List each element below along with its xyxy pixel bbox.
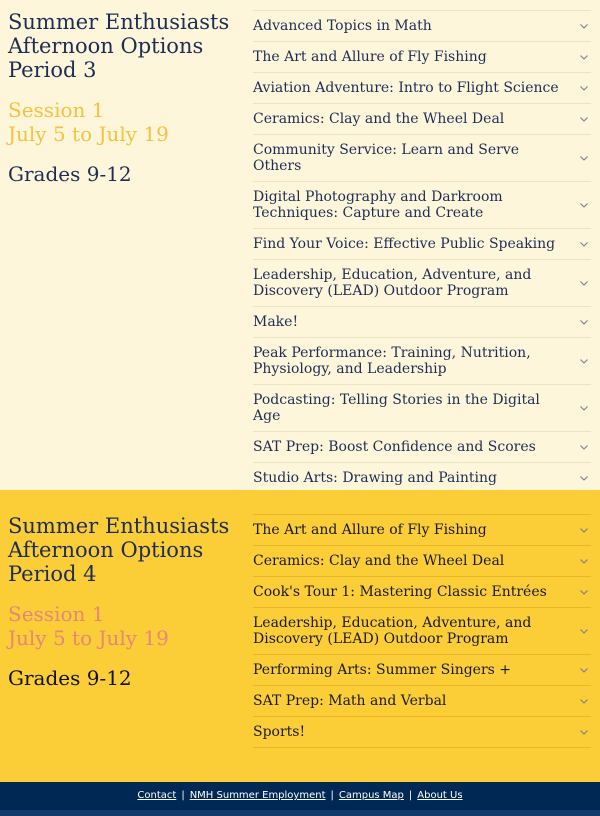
site-footer xyxy=(0,782,600,816)
course-title: The Art and Allure of Fly Fishing xyxy=(253,522,487,538)
period-3-course-list xyxy=(253,10,591,494)
course-title: Aviation Adventure: Intro to Flight Science xyxy=(253,80,559,96)
period-3-title xyxy=(8,10,238,82)
chevron-down-icon[interactable] xyxy=(579,626,589,636)
course-accordion-item[interactable] xyxy=(253,577,591,608)
course-title: Studio Arts: Drawing and Painting xyxy=(253,470,497,486)
course-accordion-item[interactable] xyxy=(253,385,591,432)
chevron-down-icon[interactable] xyxy=(579,278,589,288)
about-us-link[interactable]: About Us xyxy=(417,790,463,801)
footer-separator: | xyxy=(330,790,334,801)
course-title: Find Your Voice: Effective Public Speaking xyxy=(253,236,556,252)
campus-map-link[interactable]: Campus Map xyxy=(338,790,404,801)
chevron-down-icon[interactable] xyxy=(579,200,589,210)
title-line-1: Summer Enthusiasts xyxy=(8,514,230,538)
chevron-down-icon[interactable] xyxy=(579,727,589,737)
period-3-session xyxy=(8,98,238,146)
title-line-2: Afternoon Options xyxy=(8,34,204,58)
course-title: Sports! xyxy=(253,724,306,740)
course-accordion-item[interactable] xyxy=(253,608,591,655)
chevron-down-icon[interactable] xyxy=(579,473,589,483)
course-title: SAT Prep: Boost Confidence and Scores xyxy=(253,439,536,455)
course-accordion-item[interactable] xyxy=(253,686,591,717)
course-accordion-item[interactable] xyxy=(253,42,591,73)
chevron-down-icon[interactable] xyxy=(579,239,589,249)
chevron-down-icon[interactable] xyxy=(579,83,589,93)
session-label: Session 1 xyxy=(8,98,105,122)
footer-bottom-bar xyxy=(0,810,600,816)
course-accordion-item[interactable] xyxy=(253,432,591,463)
course-title: The Art and Allure of Fly Fishing xyxy=(253,49,487,65)
course-title: Peak Performance: Training, Nutrition, Physiology, and Leadership xyxy=(253,345,531,377)
period-4-course-list xyxy=(253,514,591,748)
title-line-3: Period 4 xyxy=(8,562,97,586)
period-4-section xyxy=(0,490,600,782)
period-4-title xyxy=(8,514,238,586)
course-accordion-item[interactable] xyxy=(253,546,591,577)
footer-separator: | xyxy=(181,790,185,801)
course-title: Ceramics: Clay and the Wheel Deal xyxy=(253,553,505,569)
course-title: Leadership, Education, Adventure, and Discovery (LEAD) Outdoor Program xyxy=(253,615,532,647)
course-accordion-item[interactable] xyxy=(253,135,591,182)
chevron-down-icon[interactable] xyxy=(579,525,589,535)
chevron-down-icon[interactable] xyxy=(579,403,589,413)
chevron-down-icon[interactable] xyxy=(579,587,589,597)
course-accordion-item[interactable] xyxy=(253,260,591,307)
summer-employment-link[interactable]: NMH Summer Employment xyxy=(189,790,326,801)
course-title: Community Service: Learn and Serve Others xyxy=(253,142,520,174)
period-3-grades: Grades 9-12 xyxy=(8,162,132,186)
course-title: SAT Prep: Math and Verbal xyxy=(253,693,447,709)
footer-separator: | xyxy=(408,790,413,801)
course-accordion-item[interactable] xyxy=(253,73,591,104)
course-accordion-item[interactable] xyxy=(253,717,591,748)
session-label: Session 1 xyxy=(8,602,105,626)
chevron-down-icon[interactable] xyxy=(579,317,589,327)
contact-link[interactable]: Contact xyxy=(137,790,177,801)
course-title: Ceramics: Clay and the Wheel Deal xyxy=(253,111,505,127)
course-title: Cook's Tour 1: Mastering Classic Entrées xyxy=(253,584,547,600)
course-accordion-item[interactable] xyxy=(253,229,591,260)
session-dates: July 5 to July 19 xyxy=(8,122,169,146)
chevron-down-icon[interactable] xyxy=(579,52,589,62)
course-accordion-item[interactable] xyxy=(253,182,591,229)
course-title: Podcasting: Telling Stories in the Digital Age xyxy=(253,392,540,424)
period-4-heading-block xyxy=(8,514,238,690)
chevron-down-icon[interactable] xyxy=(579,114,589,124)
course-accordion-item[interactable] xyxy=(253,104,591,135)
course-accordion-item[interactable] xyxy=(253,338,591,385)
course-accordion-item[interactable] xyxy=(253,655,591,686)
course-title: Performing Arts: Summer Singers + xyxy=(253,662,512,678)
chevron-down-icon[interactable] xyxy=(579,696,589,706)
period-4-grades: Grades 9-12 xyxy=(8,666,132,690)
chevron-down-icon[interactable] xyxy=(579,21,589,31)
course-accordion-item[interactable] xyxy=(253,11,591,42)
chevron-down-icon[interactable] xyxy=(579,153,589,163)
course-title: Leadership, Education, Adventure, and Discovery (LEAD) Outdoor Program xyxy=(253,267,532,299)
course-title: Make! xyxy=(253,314,299,330)
period-4-session xyxy=(8,602,238,650)
chevron-down-icon[interactable] xyxy=(579,665,589,675)
course-title: Advanced Topics in Math xyxy=(253,18,432,34)
title-line-2: Afternoon Options xyxy=(8,538,204,562)
course-title: Digital Photography and Darkroom Techniques: Capture and Create xyxy=(253,189,503,221)
period-3-heading-block xyxy=(8,10,238,186)
chevron-down-icon[interactable] xyxy=(579,556,589,566)
chevron-down-icon[interactable] xyxy=(579,356,589,366)
course-accordion-item[interactable] xyxy=(253,515,591,546)
session-dates: July 5 to July 19 xyxy=(8,626,169,650)
title-line-1: Summer Enthusiasts xyxy=(8,10,230,34)
course-accordion-item[interactable] xyxy=(253,307,591,338)
chevron-down-icon[interactable] xyxy=(579,442,589,452)
title-line-3: Period 3 xyxy=(8,58,97,82)
